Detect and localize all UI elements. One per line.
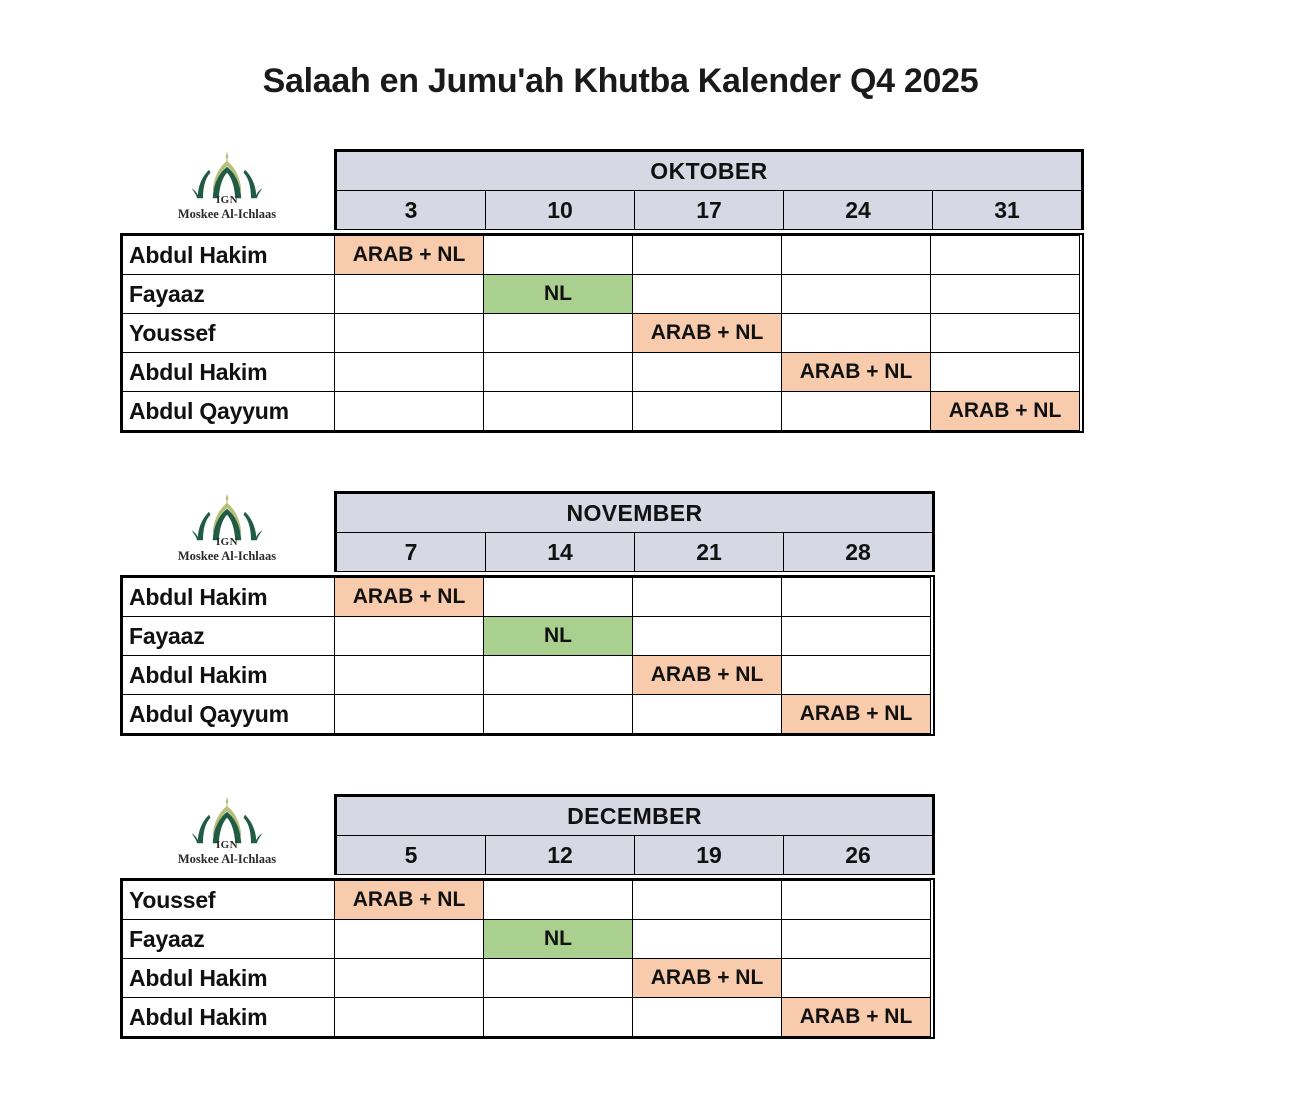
assignment-cell-arab[interactable]: ARAB + NL xyxy=(633,655,782,694)
khatib-name-cell: Fayaaz xyxy=(123,616,335,655)
empty-cell[interactable] xyxy=(335,391,484,430)
empty-cell[interactable] xyxy=(782,274,931,313)
logo-organisation-name: Moskee Al-Ichlaas xyxy=(177,206,277,221)
table-row xyxy=(123,313,1080,352)
empty-cell[interactable] xyxy=(782,577,931,616)
khatib-name-cell: Fayaaz xyxy=(123,919,335,958)
khatib-name-cell: Youssef xyxy=(123,313,335,352)
date-header-cell[interactable]: 17 xyxy=(635,190,784,229)
empty-cell[interactable] xyxy=(484,694,633,733)
table-row xyxy=(123,997,931,1036)
date-header-cell[interactable]: 10 xyxy=(486,190,635,229)
page-title: Salaah en Jumu'ah Khutba Kalender Q4 2025 xyxy=(262,61,979,100)
assignment-cell-arab[interactable]: ARAB + NL xyxy=(931,391,1080,430)
table-row xyxy=(123,577,931,616)
empty-cell[interactable] xyxy=(335,274,484,313)
table-row xyxy=(123,391,1080,430)
schedule-table-november xyxy=(120,575,935,736)
empty-cell[interactable] xyxy=(335,352,484,391)
logo-abbreviation: IGN xyxy=(216,838,238,851)
logo-abbreviation: IGN xyxy=(216,193,238,206)
empty-cell[interactable] xyxy=(782,235,931,274)
schedule-table-oktober xyxy=(120,233,1084,433)
khatib-name-cell: Abdul Hakim xyxy=(123,352,335,391)
date-header-cell[interactable]: 3 xyxy=(337,190,486,229)
empty-cell[interactable] xyxy=(335,694,484,733)
empty-cell[interactable] xyxy=(782,616,931,655)
empty-cell[interactable] xyxy=(484,997,633,1036)
empty-cell[interactable] xyxy=(335,313,484,352)
khatib-name-cell: Abdul Hakim xyxy=(123,577,335,616)
empty-cell[interactable] xyxy=(484,391,633,430)
empty-cell[interactable] xyxy=(633,616,782,655)
empty-cell[interactable] xyxy=(633,919,782,958)
khatib-name-cell: Abdul Qayyum xyxy=(123,694,335,733)
assignment-cell-arab[interactable]: ARAB + NL xyxy=(782,694,931,733)
empty-cell[interactable] xyxy=(931,352,1080,391)
date-header-row xyxy=(337,835,933,874)
month-name-row xyxy=(337,151,1082,190)
empty-cell[interactable] xyxy=(782,880,931,919)
table-row xyxy=(123,694,931,733)
mosque-arches-icon xyxy=(191,492,263,542)
empty-cell[interactable] xyxy=(931,313,1080,352)
empty-cell[interactable] xyxy=(335,616,484,655)
logo-organisation-name: Moskee Al-Ichlaas xyxy=(177,548,277,563)
empty-cell[interactable] xyxy=(335,958,484,997)
empty-cell[interactable] xyxy=(782,958,931,997)
empty-cell[interactable] xyxy=(782,919,931,958)
logo-organisation-name: Moskee Al-Ichlaas xyxy=(177,851,277,866)
empty-cell[interactable] xyxy=(633,880,782,919)
empty-cell[interactable] xyxy=(484,655,633,694)
date-header-cell[interactable]: 21 xyxy=(635,532,784,571)
khatib-name-cell: Fayaaz xyxy=(123,274,335,313)
schedule-table-december xyxy=(120,878,935,1039)
month-header-december xyxy=(334,794,935,875)
assignment-cell-arab[interactable]: ARAB + NL xyxy=(782,352,931,391)
date-header-row xyxy=(337,190,1082,229)
assignment-cell-arab[interactable]: ARAB + NL xyxy=(782,997,931,1036)
empty-cell[interactable] xyxy=(931,235,1080,274)
empty-cell[interactable] xyxy=(633,274,782,313)
table-row xyxy=(123,655,931,694)
table-row xyxy=(123,352,1080,391)
date-header-cell[interactable]: 14 xyxy=(486,532,635,571)
date-header-cell[interactable]: 19 xyxy=(635,835,784,874)
table-row xyxy=(123,616,931,655)
mosque-logo xyxy=(120,149,334,233)
assignment-cell-nl[interactable]: NL xyxy=(484,274,633,313)
date-header-cell[interactable]: 28 xyxy=(784,532,933,571)
empty-cell[interactable] xyxy=(633,235,782,274)
table-row xyxy=(123,880,931,919)
assignment-cell-nl[interactable]: NL xyxy=(484,616,633,655)
month-block-oktober xyxy=(120,149,1084,433)
table-row xyxy=(123,958,931,997)
mosque-logo xyxy=(120,491,334,575)
date-header-cell[interactable]: 12 xyxy=(486,835,635,874)
empty-cell[interactable] xyxy=(484,577,633,616)
empty-cell[interactable] xyxy=(484,235,633,274)
empty-cell[interactable] xyxy=(633,997,782,1036)
empty-cell[interactable] xyxy=(782,313,931,352)
mosque-arches-icon xyxy=(191,150,263,200)
table-row xyxy=(123,235,1080,274)
assignment-cell-arab[interactable]: ARAB + NL xyxy=(633,958,782,997)
empty-cell[interactable] xyxy=(484,352,633,391)
empty-cell[interactable] xyxy=(633,352,782,391)
month-block-december xyxy=(120,794,935,1039)
assignment-cell-arab[interactable]: ARAB + NL xyxy=(335,577,484,616)
assignment-cell-arab[interactable]: ARAB + NL xyxy=(335,235,484,274)
khatib-name-cell: Abdul Qayyum xyxy=(123,391,335,430)
khatib-name-cell: Youssef xyxy=(123,880,335,919)
month-name-row xyxy=(337,796,933,835)
date-header-cell[interactable]: 24 xyxy=(784,190,933,229)
assignment-cell-arab[interactable]: ARAB + NL xyxy=(633,313,782,352)
date-header-cell[interactable]: 26 xyxy=(784,835,933,874)
assignment-cell-nl[interactable]: NL xyxy=(484,919,633,958)
month-name: NOVEMBER xyxy=(337,493,933,532)
empty-cell[interactable] xyxy=(633,694,782,733)
empty-cell[interactable] xyxy=(633,577,782,616)
month-name: DECEMBER xyxy=(337,796,933,835)
empty-cell[interactable] xyxy=(484,313,633,352)
mosque-logo xyxy=(120,794,334,878)
khatib-name-cell: Abdul Hakim xyxy=(123,958,335,997)
table-row xyxy=(123,274,1080,313)
empty-cell[interactable] xyxy=(782,655,931,694)
assignment-cell-arab[interactable]: ARAB + NL xyxy=(335,880,484,919)
month-header-november xyxy=(334,491,935,572)
empty-cell[interactable] xyxy=(931,274,1080,313)
empty-cell[interactable] xyxy=(335,997,484,1036)
mosque-arches-icon xyxy=(191,795,263,845)
empty-cell[interactable] xyxy=(484,880,633,919)
date-header-cell[interactable]: 31 xyxy=(933,190,1082,229)
date-header-cell[interactable]: 5 xyxy=(337,835,486,874)
khatib-name-cell: Abdul Hakim xyxy=(123,235,335,274)
month-header-oktober xyxy=(334,149,1084,230)
month-name: OKTOBER xyxy=(337,151,1082,190)
khatib-name-cell: Abdul Hakim xyxy=(123,655,335,694)
khatib-name-cell: Abdul Hakim xyxy=(123,997,335,1036)
month-name-row xyxy=(337,493,933,532)
month-block-november xyxy=(120,491,935,736)
empty-cell[interactable] xyxy=(484,958,633,997)
logo-abbreviation: IGN xyxy=(216,535,238,548)
empty-cell[interactable] xyxy=(633,391,782,430)
date-header-row xyxy=(337,532,933,571)
empty-cell[interactable] xyxy=(335,919,484,958)
empty-cell[interactable] xyxy=(782,391,931,430)
date-header-cell[interactable]: 7 xyxy=(337,532,486,571)
empty-cell[interactable] xyxy=(335,655,484,694)
table-row xyxy=(123,919,931,958)
